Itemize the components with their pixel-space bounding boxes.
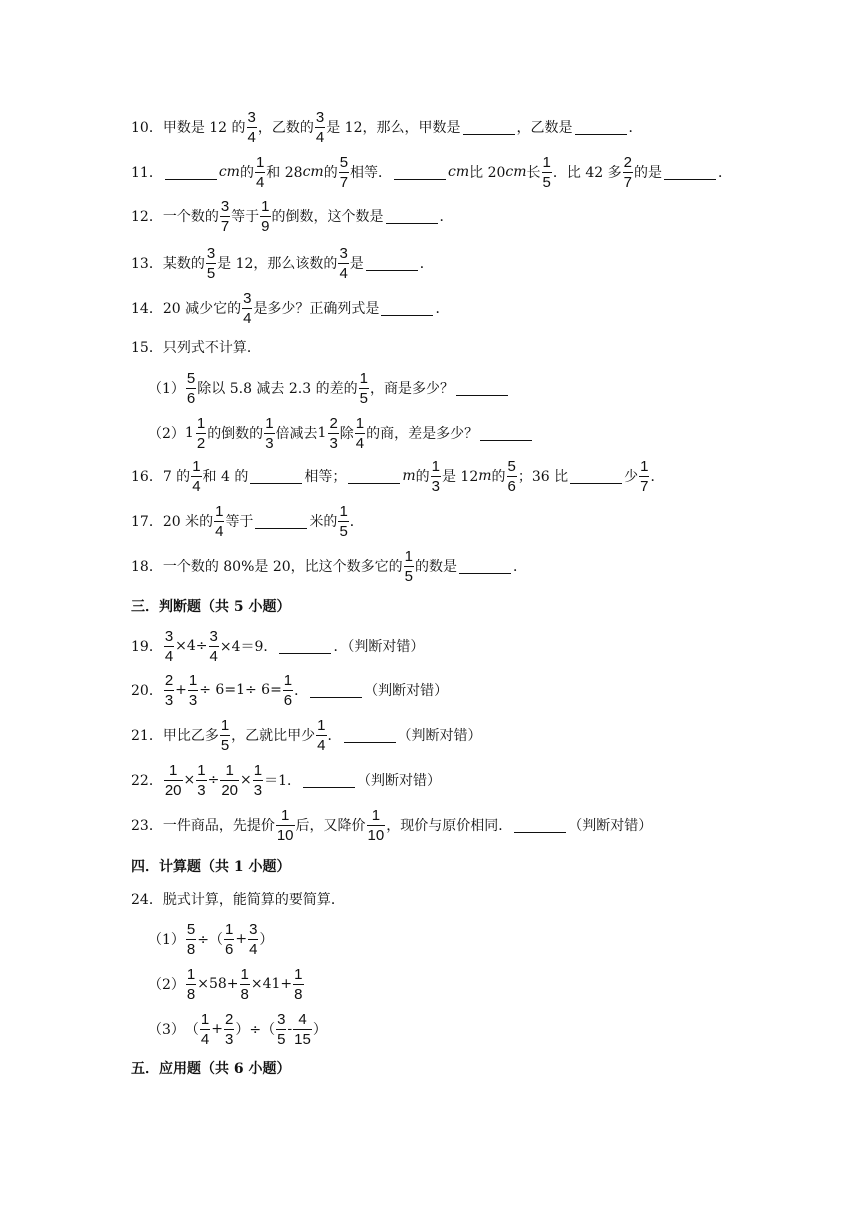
- sub-question-number: （1）: [148, 381, 185, 397]
- fraction: $\frac{3}{5}$: [206, 244, 216, 282]
- answer-blank[interactable]: [310, 683, 362, 698]
- fraction: $\frac{1}{4}$: [200, 1010, 210, 1048]
- question-15-2: （2） 1 $\frac{1}{2}$ 的倒数的 $\frac{1}{3}$ 倍减去 1 $\frac{2}{3}$ 除 $\frac{1}{4}$ 的商，差是多少？: [148, 410, 534, 456]
- question-number: 23．: [131, 818, 163, 834]
- fraction: $\frac{5}{6}$: [507, 457, 516, 495]
- question-number: 16．: [131, 469, 163, 485]
- fraction: $\frac{1}{9}$: [261, 197, 270, 235]
- answer-blank[interactable]: [664, 165, 716, 180]
- answer-blank[interactable]: [463, 120, 515, 135]
- fraction: $\frac{3}{4}$: [209, 627, 218, 665]
- fraction: $\frac{1}{5}$: [220, 716, 230, 754]
- fraction: $\frac{3}{4}$: [164, 627, 174, 665]
- fraction: $\frac{1}{4}$: [317, 716, 326, 754]
- fraction: $\frac{1}{5}$: [339, 502, 348, 540]
- question-20: 20． $\frac{2}{3}$ + $\frac{1}{3}$ ÷ 6=1÷ 6= $\frac{1}{6}$ ． （判断对错）: [131, 671, 449, 709]
- answer-blank[interactable]: [456, 381, 508, 396]
- question-17: 17． 20 米的 $\frac{1}{4}$ 等于 米的 $\frac{1}{5}$ ．: [131, 502, 364, 540]
- fraction: $\frac{1}{6}$: [225, 920, 234, 958]
- answer-blank[interactable]: [279, 639, 331, 654]
- section-heading: 四．计算题（共 1 小题）: [131, 859, 291, 875]
- fraction: $\frac{1}{7}$: [640, 457, 649, 495]
- question-number: 14．: [131, 301, 163, 317]
- question-number: 15．: [131, 340, 163, 356]
- mixed-number: 1 $\frac{1}{2}$: [184, 414, 206, 452]
- fraction: $\frac{1}{20}$: [164, 761, 182, 799]
- sub-question-number: （3）: [148, 1022, 185, 1038]
- answer-blank[interactable]: [575, 120, 627, 135]
- answer-blank[interactable]: [480, 426, 532, 441]
- fraction: $\frac{1}{3}$: [197, 761, 206, 799]
- question-13: 13． 某数的 $\frac{3}{5}$ 是 12，那么该数的 $\frac{3}{4}$ 是 ．: [131, 244, 434, 282]
- question-number: 10．: [131, 120, 163, 136]
- fraction: $\frac{1}{10}$: [276, 806, 294, 844]
- answer-blank[interactable]: [250, 469, 302, 484]
- mixed-number: 1 $\frac{2}{3}$: [317, 414, 338, 452]
- answer-blank[interactable]: [514, 818, 566, 833]
- question-19: 19． $\frac{3}{4}$ ×4÷ $\frac{3}{4}$ ×4＝9． ．（判断对错）: [131, 627, 425, 665]
- answer-blank[interactable]: [394, 165, 446, 180]
- section-heading: 五．应用题（共 6 小题）: [131, 1061, 291, 1077]
- fraction: $\frac{5}{7}$: [339, 153, 349, 191]
- question-14: 14． 20 减少它的 $\frac{3}{4}$ 是多少？正确列式是 ．: [131, 289, 450, 327]
- question-number: 19．: [131, 639, 163, 655]
- question-24-1: （1） $\frac{5}{8}$ ÷（ $\frac{1}{6}$ + $\frac{3}{4}$ ）: [148, 920, 274, 958]
- answer-blank[interactable]: [344, 728, 396, 743]
- question-number: 21．: [131, 728, 163, 744]
- fraction: $\frac{1}{3}$: [265, 414, 274, 452]
- question-21: 21． 甲比乙多 $\frac{1}{5}$ ，乙就比甲少 $\frac{1}{4}$ ． （判断对错）: [131, 716, 482, 754]
- fraction: $\frac{3}{4}$: [315, 108, 325, 146]
- question-24-3: （3） （ $\frac{1}{4}$ + $\frac{2}{3}$ ）÷（ $\frac{3}{5}$ - $\frac{4}{15}$ ）: [148, 1010, 327, 1048]
- fraction: $\frac{1}{20}$: [221, 761, 239, 799]
- question-number: 20．: [131, 683, 163, 699]
- fraction: $\frac{5}{6}$: [186, 369, 196, 407]
- question-number: 11．: [131, 165, 163, 181]
- question-22: 22． $\frac{1}{20}$ × $\frac{1}{3}$ ÷ $\frac{1}{20}$ × $\frac{1}{3}$ ＝1． （判断对错）: [131, 761, 442, 799]
- sub-question-number: （2）: [148, 426, 185, 442]
- fraction: $\frac{1}{4}$: [215, 502, 224, 540]
- fraction: $\frac{3}{5}$: [277, 1010, 286, 1048]
- sub-question-number: （2）: [148, 977, 185, 993]
- question-11: 11． cm 的 $\frac{1}{4}$ 和 28 cm 的 $\frac{5}{7}$ 相等． cm 比 20 cm 长 $\frac{1}{5}$ ．比 42 多 $\frac{2}{7}$ 的是 ．: [131, 153, 732, 191]
- fraction: $\frac{1}{8}$: [186, 965, 196, 1003]
- answer-blank[interactable]: [165, 165, 217, 180]
- answer-blank[interactable]: [303, 773, 355, 788]
- question-number: 17．: [131, 514, 163, 530]
- fraction: $\frac{1}{5}$: [359, 369, 368, 407]
- fraction: $\frac{1}{4}$: [192, 457, 201, 495]
- fraction: $\frac{3}{4}$: [247, 108, 256, 146]
- fraction: $\frac{4}{15}$: [294, 1010, 311, 1048]
- fraction: $\frac{1}{8}$: [294, 965, 303, 1003]
- fraction: $\frac{3}{4}$: [249, 920, 258, 958]
- fraction: $\frac{1}{3}$: [188, 671, 198, 709]
- question-number: 24．: [131, 892, 163, 908]
- fraction: $\frac{1}{3}$: [253, 761, 263, 799]
- question-15-1: （1） $\frac{5}{6}$ 除以 5.8 减去 2.3 的差的 $\frac{1}{5}$ ，商是多少？: [148, 365, 510, 411]
- fraction: $\frac{3}{4}$: [339, 244, 348, 282]
- answer-blank[interactable]: [348, 469, 400, 484]
- fraction: $\frac{1}{10}$: [367, 806, 385, 844]
- question-24-2: （2） $\frac{1}{8}$ ×58+ $\frac{1}{8}$ ×41+ $\frac{1}{8}$: [148, 965, 303, 1003]
- answer-blank[interactable]: [381, 301, 433, 316]
- answer-blank[interactable]: [459, 559, 511, 574]
- answer-blank[interactable]: [386, 209, 438, 224]
- fraction: $\frac{2}{3}$: [225, 1010, 234, 1048]
- question-15: 15． 只列式不计算．: [131, 324, 261, 370]
- fraction: $\frac{1}{3}$: [431, 457, 440, 495]
- fraction: $\frac{1}{8}$: [240, 965, 249, 1003]
- question-number: 13．: [131, 256, 163, 272]
- question-18: 18． 一个数的 80%是 20，比这个数多它的 $\frac{1}{5}$ 的数是 ．: [131, 547, 528, 585]
- fraction: $\frac{1}{6}$: [283, 671, 293, 709]
- question-23: 23． 一件商品，先提价 $\frac{1}{10}$ 后，又降价 $\frac{1}{10}$ ，现价与原价相同． （判断对错）: [131, 806, 653, 844]
- question-number: 12．: [131, 209, 163, 225]
- question-number: 22．: [131, 773, 163, 789]
- question-16: 16． 7 的 $\frac{1}{4}$ 和 4 的 相等； m 的 $\frac{1}{3}$ 是 12 m 的 $\frac{5}{6}$ ；36 比 少 $\frac{1}{7}$ ．: [131, 457, 665, 495]
- fraction: $\frac{3}{4}$: [243, 289, 252, 327]
- question-10: 10． 甲数是 12 的 $\frac{3}{4}$ ，乙数的 $\frac{3}{4}$ 是 12，那么，甲数是 ，乙数是 ．: [131, 108, 643, 146]
- fraction: $\frac{5}{8}$: [186, 920, 196, 958]
- question-12: 12． 一个数的 $\frac{3}{7}$ 等于 $\frac{1}{9}$ 的倒数，这个数是 ．: [131, 197, 454, 235]
- answer-blank[interactable]: [366, 256, 418, 271]
- fraction: $\frac{1}{5}$: [404, 547, 414, 585]
- fraction: $\frac{1}{4}$: [255, 153, 265, 191]
- fraction: $\frac{1}{5}$: [542, 153, 551, 191]
- section-heading: 三．判断题（共 5 小题）: [131, 599, 291, 615]
- question-24: 24． 脱式计算，能简算的要简算．: [131, 876, 345, 922]
- question-number: 18．: [131, 559, 163, 575]
- answer-blank[interactable]: [570, 469, 622, 484]
- fraction: $\frac{1}{4}$: [355, 414, 365, 452]
- fraction: $\frac{2}{3}$: [164, 671, 174, 709]
- fraction: $\frac{2}{7}$: [623, 153, 632, 191]
- answer-blank[interactable]: [255, 514, 307, 529]
- fraction: $\frac{3}{7}$: [220, 197, 230, 235]
- sub-question-number: （1）: [148, 932, 185, 948]
